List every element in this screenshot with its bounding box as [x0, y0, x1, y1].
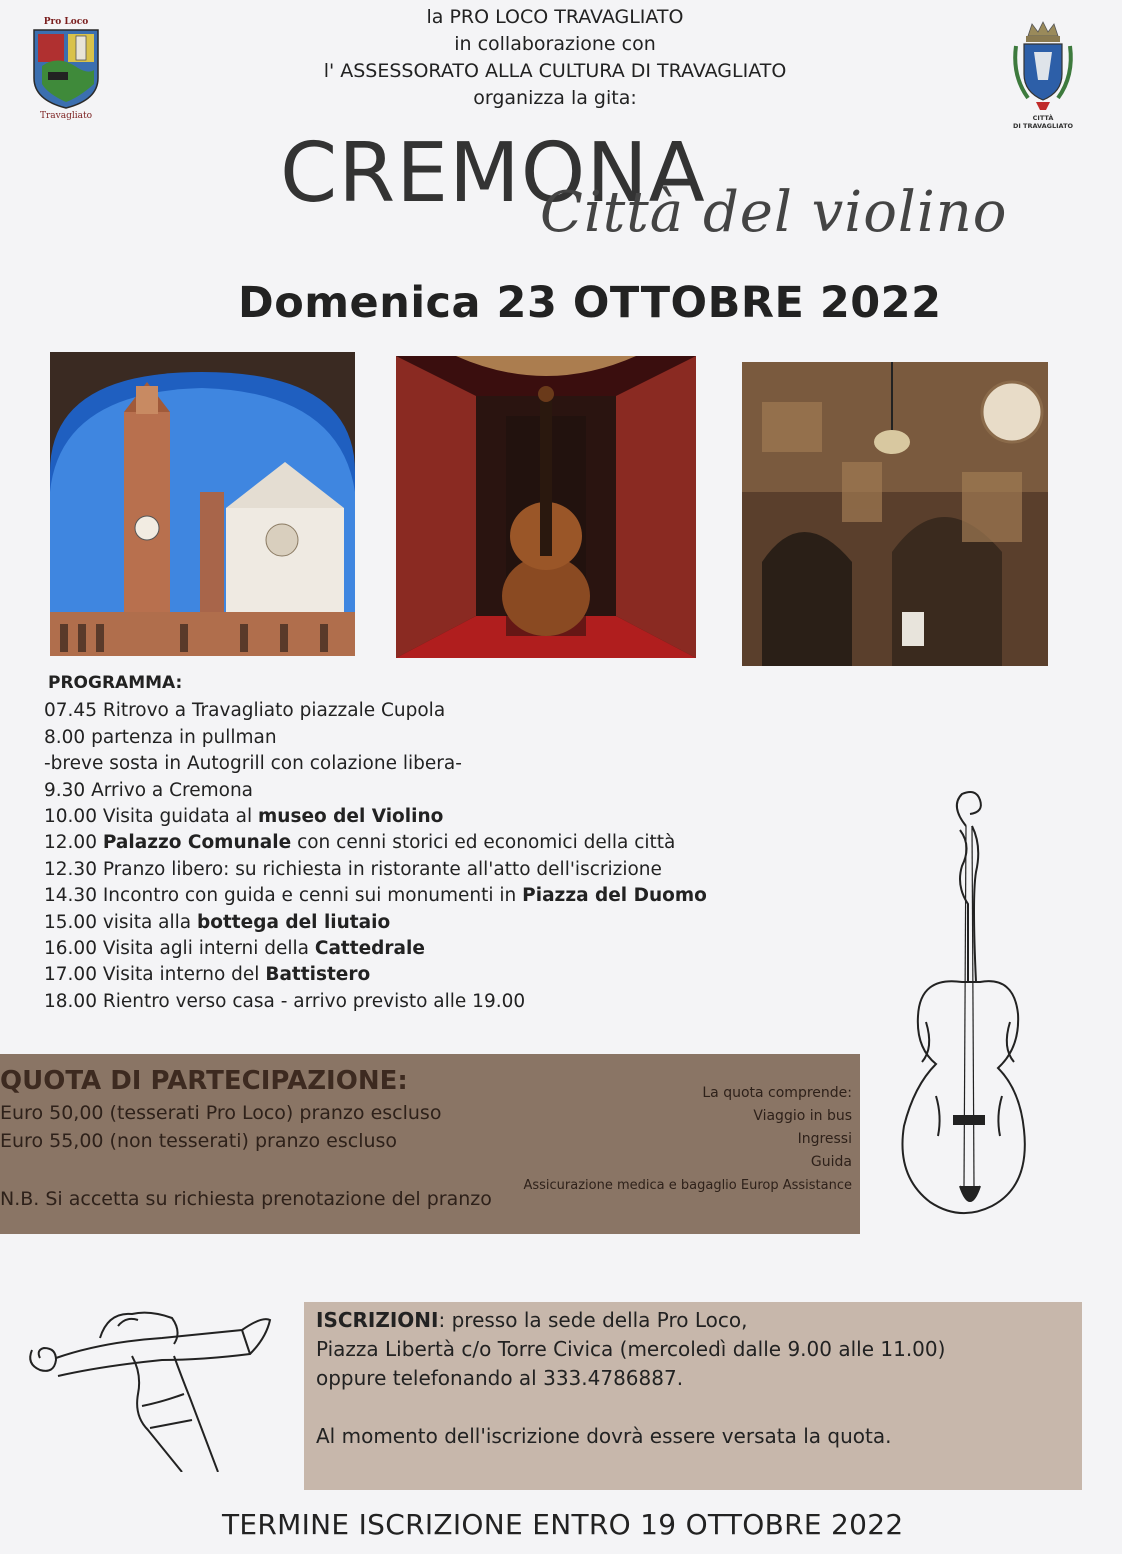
header-line-3: l' ASSESSORATO ALLA CULTURA DI TRAVAGLIATO [323, 60, 787, 82]
header-line-4: organizza la gita: [473, 87, 637, 109]
program-row [44, 830, 744, 856]
program-row-highlight: Cattedrale [314, 938, 425, 960]
program-heading: PROGRAMMA: [48, 673, 183, 693]
quota-includes-heading: La quota comprende: [702, 1085, 852, 1101]
quota-include-item: Ingressi [797, 1131, 852, 1147]
program-row-highlight: Piazza del Duomo [522, 885, 707, 907]
quota-note: N.B. Si accetta su richiesta prenotazione del pranzo [0, 1188, 492, 1210]
registration-phone: oppure telefonando al 333.4786887. [316, 1366, 684, 1390]
program-row-text: 07.45 Ritrovo a Travagliato piazzale Cupola [44, 700, 446, 722]
header-line-1: la PRO LOCO TRAVAGLIATO [426, 6, 684, 28]
program-list [44, 698, 744, 1015]
organizer-header [280, 4, 830, 112]
registration-info [316, 1306, 1076, 1451]
program-row [44, 725, 744, 751]
program-row-text: 12.30 Pranzo libero: su richiesta in ristorante all'atto dell'iscrizione [44, 858, 662, 880]
quota-include-item: Assicurazione medica e bagaglio Europ Assistance [523, 1178, 852, 1193]
header-line-2: in collaborazione con [454, 33, 656, 55]
program-row-text: 18.00 Rientro verso casa - arrivo previsto alle 19.00 [44, 990, 526, 1012]
quota-include-item: Guida [810, 1154, 852, 1170]
program-row-text: 8.00 partenza in pullman [44, 726, 277, 748]
registration-payment-note: Al momento dell'iscrizione dovrà essere versata la quota. [316, 1424, 892, 1448]
program-row [44, 698, 744, 724]
violin-icon [880, 786, 1050, 1232]
program-row-text: 15.00 visita alla [44, 911, 198, 933]
page-title: CREMONA [280, 126, 706, 221]
program-row [44, 936, 744, 962]
quota-includes [523, 1082, 852, 1197]
city-label-1: CITTÀ [1032, 114, 1054, 122]
program-row-text: 16.00 Visita agli interni della [44, 938, 315, 960]
quota-price-members: Euro 50,00 (tesserati Pro Loco) pranzo escluso [0, 1102, 442, 1124]
city-label-2: DI TRAVAGLIATO [1012, 122, 1074, 130]
violin-museum-photo [396, 356, 696, 658]
program-row-text: -breve sosta in Autogrill con colazione libera- [44, 753, 462, 775]
svg-text:Travagliato: Travagliato [39, 111, 93, 120]
quota-include-item: Viaggio in bus [753, 1108, 852, 1124]
program-row [44, 883, 744, 909]
program-row-highlight: bottega del liutaio [197, 911, 391, 933]
program-row [44, 989, 744, 1015]
program-row-text: 14.30 Incontro con guida e cenni sui monumenti in [44, 885, 523, 907]
city-coat-of-arms-logo [1008, 20, 1078, 132]
program-row-text: 17.00 Visita interno del [44, 964, 266, 986]
program-row-text: 12.00 [44, 832, 103, 854]
page-subtitle: Città del violino [540, 180, 1008, 245]
program-row-highlight: Palazzo Comunale [102, 832, 292, 854]
quota-title: QUOTA DI PARTECIPAZIONE: [0, 1066, 408, 1096]
program-section [44, 670, 744, 1015]
program-row-highlight: museo del Violino [258, 806, 444, 828]
program-row [44, 910, 744, 936]
quota-price-nonmembers: Euro 55,00 (non tesserati) pranzo escluso [0, 1130, 398, 1152]
program-row [44, 778, 744, 804]
violin-scroll-hand-icon [22, 1298, 274, 1472]
registration-location: : presso la sede della Pro Loco, [438, 1308, 748, 1332]
svg-text:Pro Loco: Pro Loco [43, 17, 89, 27]
registration-label: ISCRIZIONI [316, 1308, 439, 1332]
event-date: Domenica 23 OTTOBRE 2022 [238, 278, 942, 328]
program-row [44, 857, 744, 883]
program-row-highlight: Battistero [265, 964, 371, 986]
cathedral-tower-photo [50, 352, 355, 656]
registration-address: Piazza Libertà c/o Torre Civica (mercoledì dalle 9.00 alle 11.00) [316, 1337, 946, 1361]
program-row [44, 962, 744, 988]
program-row [44, 804, 744, 830]
pro-loco-logo [28, 14, 104, 120]
program-row-text-after: con cenni storici ed economici della città [291, 832, 676, 854]
program-row-text: 10.00 Visita guidata al [44, 806, 258, 828]
program-row-text: 9.30 Arrivo a Cremona [44, 779, 254, 801]
cathedral-interior-photo [742, 362, 1048, 666]
program-row [44, 751, 744, 777]
registration-deadline: TERMINE ISCRIZIONE ENTRO 19 OTTOBRE 2022 [222, 1508, 904, 1541]
